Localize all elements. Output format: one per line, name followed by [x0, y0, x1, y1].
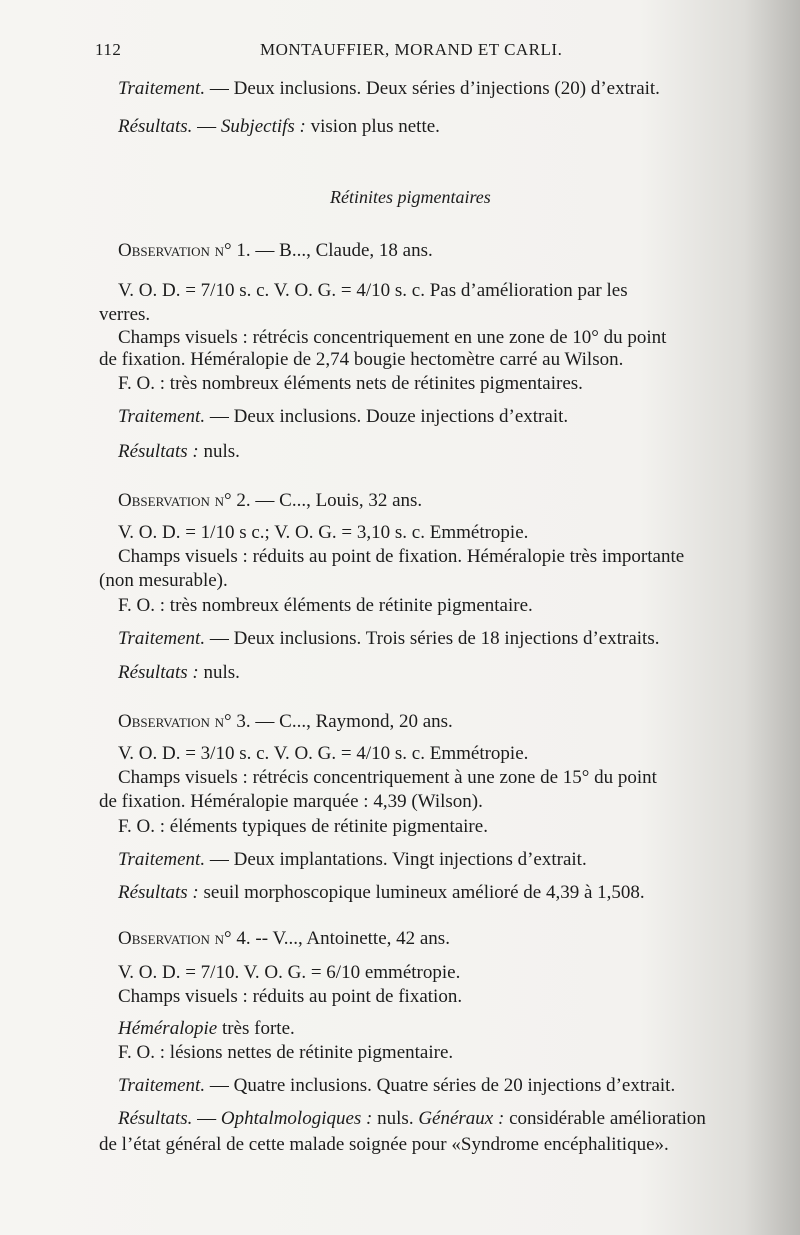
traitement-label: Traitement. [118, 78, 206, 99]
obs2-heading-label: Observation n° 2. [118, 490, 251, 511]
resultats-dash: — [197, 116, 217, 137]
obs2-resultats-text: nuls. [203, 662, 240, 683]
obs1-heading-rest: — B..., Claude, 18 ans. [255, 240, 433, 261]
obs4-hemeralopie-text: très forte. [221, 1018, 295, 1039]
obs3-traitement-label: Traitement. [118, 849, 206, 870]
obs2-resultats-label: Résultats : [118, 662, 199, 683]
obs2-traitement-text: — Deux inclusions. Trois séries de 18 injections d’extraits. [209, 628, 660, 649]
obs4-line2: Champs visuels : réduits au point de fixation. [118, 986, 463, 1007]
obs1-line1: V. O. D. = 7/10 s. c. V. O. G. = 4/10 s. c. Pas d’amélioration par les [118, 280, 628, 301]
obs2-heading-rest: — C..., Louis, 32 ans. [255, 490, 423, 511]
obs4-heading [118, 928, 450, 950]
obs4-resultats [118, 1108, 706, 1130]
running-title: MONTAUFFIER, MORAND ET CARLI. [260, 40, 563, 59]
obs1-traitement [118, 406, 568, 428]
page-header [95, 40, 735, 62]
obs1-heading [118, 240, 433, 262]
obs1-resultats [118, 441, 240, 463]
obs4-traitement [118, 1075, 675, 1097]
obs4-last-line: de l’état général de cette malade soignée pour «Syndrome encéphalitique». [99, 1134, 669, 1155]
obs3-line4: F. O. : éléments typiques de rétinite pigmentaire. [118, 816, 488, 837]
page-number: 112 [95, 40, 122, 59]
obs4-hemeralopie-label: Héméralopie [118, 1018, 218, 1039]
obs2-resultats [118, 662, 240, 684]
obs2-heading [118, 490, 422, 512]
obs2-line2: Champs visuels : réduits au point de fixation. Héméralopie très importante [118, 546, 685, 567]
obs1-line4: de fixation. Héméralopie de 2,74 bougie hectomètre carré au Wilson. [99, 349, 624, 370]
obs2-line3: (non mesurable). [99, 570, 228, 591]
obs4-hemeralopie [118, 1018, 295, 1040]
traitement-text: — Deux inclusions. Deux séries d’injections (20) d’extrait. [209, 78, 660, 99]
obs3-resultats-label: Résultats : [118, 882, 199, 903]
obs4-traitement-label: Traitement. [118, 1075, 206, 1096]
obs4-ophtalmo-label: Ophtalmologiques : [220, 1108, 373, 1129]
obs1-line3: Champs visuels : rétrécis concentriquement en une zone de 10° du point [118, 327, 667, 348]
obs3-traitement [118, 849, 587, 871]
obs3-heading-label: Observation n° 3. [118, 711, 251, 732]
resultats-text: vision plus nette. [310, 116, 440, 137]
obs1-heading-label: Observation n° 1. [118, 240, 251, 261]
obs3-line1: V. O. D. = 3/10 s. c. V. O. G. = 4/10 s. c. Emmétropie. [118, 743, 529, 764]
obs4-traitement-text: — Quatre inclusions. Quatre séries de 20 injections d’extrait. [209, 1075, 676, 1096]
obs2-line4: F. O. : très nombreux éléments de rétinite pigmentaire. [118, 595, 533, 616]
obs1-traitement-text: — Deux inclusions. Douze injections d’extrait. [209, 406, 569, 427]
obs3-heading-rest: — C..., Raymond, 20 ans. [255, 711, 453, 732]
section-title: Rétinites pigmentaires [330, 187, 491, 207]
obs4-line1: V. O. D. = 7/10. V. O. G. = 6/10 emmétropie. [118, 962, 461, 983]
obs4-resultats-text: considérable amélioration [509, 1108, 706, 1129]
intro-resultats [118, 116, 440, 138]
obs1-line5: F. O. : très nombreux éléments nets de rétinites pigmentaires. [118, 373, 583, 394]
obs4-line4: F. O. : lésions nettes de rétinite pigmentaire. [118, 1042, 454, 1063]
obs1-traitement-label: Traitement. [118, 406, 206, 427]
obs1-line2: verres. [99, 304, 151, 325]
obs3-resultats-text: seuil morphoscopique lumineux amélioré de 4,39 à 1,508. [203, 882, 645, 903]
obs4-heading-label: Observation n° 4. [118, 928, 251, 949]
obs3-line3: de fixation. Héméralopie marquée : 4,39 (Wilson). [99, 791, 483, 812]
intro-traitement [118, 78, 660, 100]
obs4-resultats-nuls: nuls. [377, 1108, 414, 1129]
obs3-traitement-text: — Deux implantations. Vingt injections d’extrait. [209, 849, 587, 870]
obs4-generaux-label: Généraux : [418, 1108, 505, 1129]
obs4-heading-rest: -- V..., Antoinette, 42 ans. [255, 928, 450, 949]
obs2-line1: V. O. D. = 1/10 s c.; V. O. G. = 3,10 s. c. Emmétropie. [118, 522, 529, 543]
obs2-traitement [118, 628, 659, 650]
obs3-resultats [118, 882, 645, 904]
obs1-resultats-text: nuls. [203, 441, 240, 462]
obs3-heading [118, 711, 453, 733]
obs4-resultats-dash: — [197, 1108, 217, 1129]
obs2-traitement-label: Traitement. [118, 628, 206, 649]
resultats-label: Résultats. [118, 116, 193, 137]
obs1-resultats-label: Résultats : [118, 441, 199, 462]
obs3-line2: Champs visuels : rétrécis concentriquement à une zone de 15° du point [118, 767, 657, 788]
obs4-resultats-label: Résultats. [118, 1108, 193, 1129]
subjectifs-label: Subjectifs : [220, 116, 306, 137]
